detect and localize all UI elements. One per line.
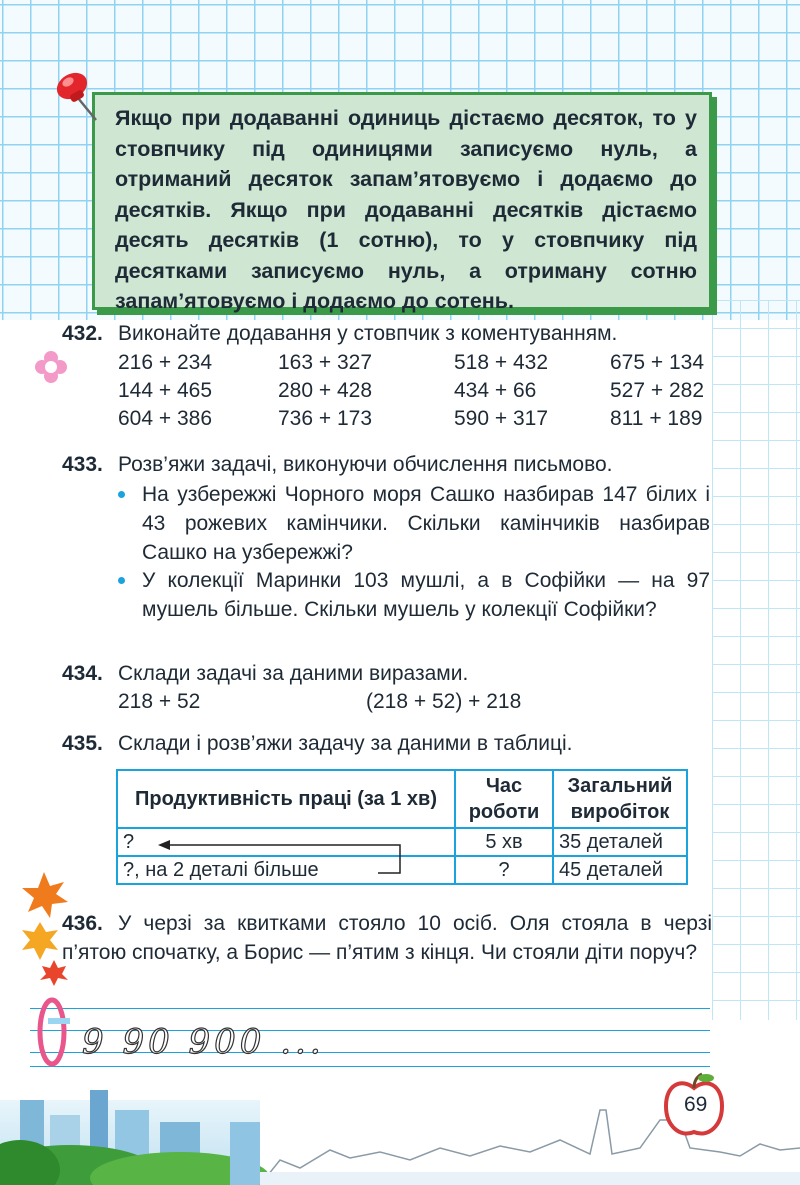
table-cell: ? <box>455 856 553 884</box>
expression-row <box>118 377 770 405</box>
expression: 590 + 317 <box>454 407 549 430</box>
table-cell: 35 деталей <box>553 828 687 856</box>
exercise-number: 434. <box>62 662 103 685</box>
table-header: Загальний виробіток <box>553 770 687 828</box>
expression: 218 + 52 <box>118 690 201 713</box>
expression-grid <box>118 349 770 433</box>
expression: 434 + 66 <box>454 379 537 402</box>
arrow-connector <box>130 833 410 879</box>
table-cell: ?, на 2 деталі більше <box>117 856 455 884</box>
pushpin-icon <box>48 64 108 124</box>
expression: 736 + 173 <box>278 407 373 430</box>
rule-box <box>92 92 712 313</box>
expression: 811 + 189 <box>610 407 703 430</box>
expression: 527 + 282 <box>610 379 705 402</box>
table-header: Час роботи <box>455 770 553 828</box>
exercise-number: 432. <box>62 322 103 345</box>
exercise-title: Склади і розв’яжи задачу за даними в таблиці. <box>118 732 573 755</box>
expression-row <box>118 405 770 433</box>
exercise-435-heading <box>62 729 573 758</box>
table-cell: 45 деталей <box>553 856 687 884</box>
task-item <box>118 566 710 624</box>
pencil-clip-icon <box>34 996 74 1070</box>
page-number: 69 <box>684 1093 708 1116</box>
expression: 280 + 428 <box>278 379 373 402</box>
table-cell: 5 хв <box>455 828 553 856</box>
bullet-icon <box>118 491 125 498</box>
exercise-number: 433. <box>62 453 103 476</box>
exercise-number: 435. <box>62 732 103 755</box>
exercise-title: Склади задачі за даними виразами. <box>118 662 469 685</box>
expression: 216 + 234 <box>118 351 213 374</box>
task-item <box>118 480 710 567</box>
exercise-number: 436. <box>62 912 103 935</box>
rule-text: Якщо при додаванні одиниць дістаємо десяток, то у стовпчику під одиницями записуємо нуль, а отриманий десяток запам’ятовуємо і додаємо до десятків. Якщо при додаванні десятків дістаємо десять десятків (1 сотню), то у стовпчику під десятками записуємо нуль, а отриману сотню запам’ятовуємо і додаємо до сотень. <box>115 106 697 313</box>
expression: 675 + 134 <box>610 351 705 374</box>
exercise-text: У черзі за квитками стояло 10 осіб. Оля стояла в черзі п’ятою спочатку, а Борис — п’ятим з кінця. Чи стояли діти поруч? <box>62 912 712 964</box>
expression: 144 + 465 <box>118 379 213 402</box>
task-text: На узбережжі Чорного моря Сашко назбирав 147 білих і 43 рожевих камінчики. Скільки камінчиків назбирав Сашко на узбережжі? <box>142 483 710 564</box>
copybook-line <box>30 1008 710 1009</box>
bullet-icon <box>118 577 125 584</box>
exercise-436 <box>62 909 712 967</box>
exercise-434-heading <box>62 659 468 688</box>
exercise-title: Виконайте додавання у стовпчик з коментуванням. <box>118 322 618 345</box>
expression-row <box>118 349 770 377</box>
expression: 604 + 386 <box>118 407 213 430</box>
flower-icon <box>34 350 68 384</box>
expression: 518 + 432 <box>454 351 549 374</box>
exercise-432-heading <box>62 319 617 348</box>
handwritten-numbers: 9 90 900 ... <box>82 1022 325 1062</box>
table-header: Продуктивність праці (за 1 хв) <box>117 770 455 828</box>
exercise-433-heading <box>62 450 613 479</box>
expressions-434 <box>118 688 521 716</box>
expression: (218 + 52) + 218 <box>366 690 522 713</box>
expression: 163 + 327 <box>278 351 373 374</box>
task-text: У колекції Маринки 103 мушлі, а в Софійки — на 97 мушель більше. Скільки мушель у колекції Софійки? <box>142 569 710 621</box>
table-cell: ? <box>117 828 455 856</box>
exercise-title: Розв’яжи задачі, виконуючи обчислення письмово. <box>118 453 613 476</box>
